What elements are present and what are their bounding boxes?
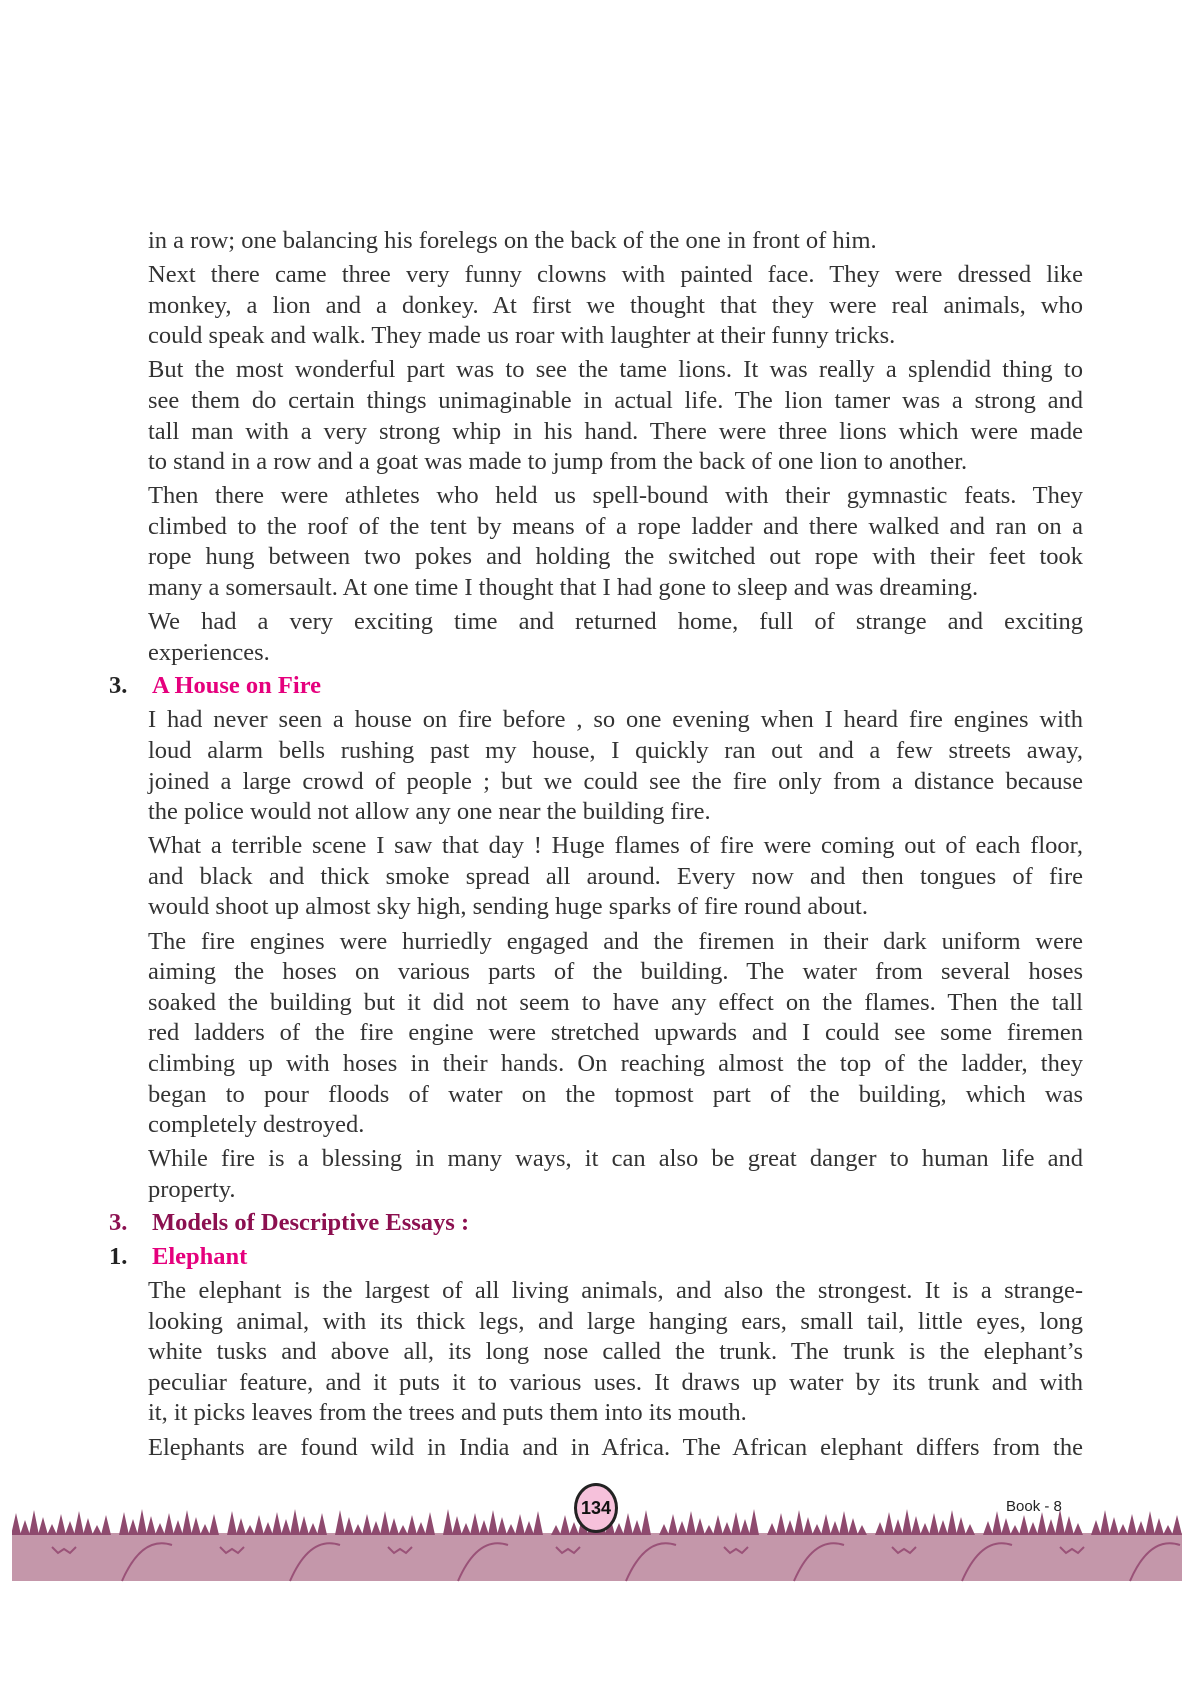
tree-icon: [533, 1511, 543, 1535]
tree-icon: [12, 1513, 21, 1535]
heading-number: 3.: [109, 672, 128, 700]
tree-icon: [101, 1515, 111, 1535]
tree-icon: [947, 1510, 957, 1535]
text-line: But the most wonderful part was to see the tame lions. It was really a splendid thing to: [148, 356, 1083, 384]
text-line: Next there came three very funny clowns with painted face. They were dressed like: [148, 261, 1083, 289]
tree-icon: [560, 1515, 570, 1535]
tree-icon: [317, 1513, 327, 1535]
tree-icon: [749, 1509, 759, 1535]
heading-title: A House on Fire: [152, 672, 322, 700]
tree-icon: [227, 1511, 237, 1535]
page-body: [109, 226, 1083, 1463]
text-line: While fire is a blessing in many ways, it can also be great danger to human life and: [148, 1145, 1083, 1173]
text-line: loud alarm bells rushing past my house, I quickly ran out and a few streets away,: [148, 737, 1083, 764]
tree-icon: [263, 1522, 273, 1535]
tree-icon: [146, 1516, 156, 1535]
text-line: The fire engines were hurriedly engaged and the firemen in their dark uniform were: [148, 927, 1083, 955]
tree-icon: [65, 1521, 75, 1535]
text-line: to stand in a row and a goat was made to jump from the back of one lion to another.: [148, 448, 968, 476]
page-number-badge: 134: [574, 1483, 618, 1533]
tree-icon: [236, 1518, 246, 1535]
tree-icon: [281, 1519, 291, 1535]
text-line: would shoot up almost sky high, sending huge sparks of fire round about.: [148, 893, 868, 921]
tree-icon: [920, 1523, 930, 1535]
tree-icon: [1091, 1520, 1101, 1535]
text-line: and black and thick smoke spread all around. Every now and then tongues of fire: [148, 862, 1083, 890]
tree-icon: [659, 1524, 669, 1535]
tree-icon: [83, 1518, 93, 1535]
tree-icon: [1145, 1511, 1155, 1535]
text-line: The elephant is the largest of all living animals, and also the strongest. It is a strange-: [148, 1277, 1083, 1305]
tree-icon: [20, 1520, 30, 1535]
tree-icon: [686, 1511, 696, 1535]
tree-icon: [794, 1510, 804, 1535]
tree-icon: [119, 1512, 129, 1535]
tree-icon: [551, 1525, 561, 1535]
text-line: experiences.: [148, 638, 270, 666]
tree-icon: [740, 1519, 750, 1535]
text-line: Elephants are found wild in India and in Africa. The African elephant differs from the: [148, 1433, 1083, 1461]
text-line: I had never seen a house on fire before , so one evening when I heard fire engines with: [148, 706, 1083, 734]
tree-icon: [776, 1513, 786, 1535]
text-line: Then there were athletes who held us spell-bound with their gymnastic feats. They: [148, 482, 1083, 510]
tree-icon: [245, 1525, 255, 1535]
tree-icon: [272, 1512, 282, 1535]
tree-icon: [983, 1521, 993, 1535]
heading-title: Elephant: [152, 1243, 248, 1270]
tree-icon: [767, 1523, 777, 1535]
text-line: looking animal, with its thick legs, and large hanging ears, small tail, little eyes, long: [148, 1307, 1083, 1335]
tree-icon: [902, 1509, 912, 1535]
tree-icon: [911, 1516, 921, 1535]
heading-number: 1.: [109, 1243, 128, 1270]
paragraph: [148, 831, 1083, 923]
text-line: see them do certain things unimaginable in actual life. The lion tamer was a strong and: [148, 386, 1083, 414]
tree-icon: [830, 1521, 840, 1535]
heading-title: Models of Descriptive Essays :: [152, 1209, 470, 1237]
heading-number: 3.: [109, 1209, 128, 1237]
text-line: climbed to the roof of the tent by means of a rope ladder and there walked and ran on a: [148, 512, 1083, 540]
tree-icon: [137, 1509, 147, 1535]
tree-icon: [353, 1524, 363, 1535]
tree-icon: [821, 1514, 831, 1535]
tree-icon: [56, 1514, 66, 1535]
tree-icon: [479, 1520, 489, 1535]
text-line: peculiar feature, and it puts it to various uses. It draws up water by its trunk and with: [148, 1368, 1083, 1396]
tree-icon: [173, 1520, 183, 1535]
tree-icon: [335, 1510, 345, 1535]
tree-icon: [614, 1523, 624, 1535]
tree-icon: [1172, 1515, 1182, 1535]
paragraph: [148, 481, 1083, 603]
paragraph: [148, 927, 1083, 1141]
tree-icon: [308, 1523, 318, 1535]
tree-icon: [1163, 1525, 1173, 1535]
text-line: joined a large crowd of people ; but we could see the fire only from a distance because: [148, 767, 1083, 795]
paragraph: [148, 355, 1083, 477]
tree-icon: [254, 1515, 264, 1535]
text-line: began to pour floods of water on the topmost part of the building, which was: [148, 1080, 1083, 1108]
text-line: the police would not allow any one near the building fire.: [148, 798, 711, 826]
tree-icon: [362, 1514, 372, 1535]
text-line: climbing up with hoses in their hands. On reaching almost the top of the ladder, they: [148, 1049, 1083, 1077]
tree-icon: [290, 1509, 300, 1535]
tree-icon: [38, 1517, 48, 1535]
tree-icon: [731, 1512, 741, 1535]
tree-icon: [299, 1516, 309, 1535]
tree-icon: [1109, 1517, 1119, 1535]
tree-icon: [92, 1525, 102, 1535]
paragraph: [148, 705, 1083, 827]
tree-icon: [929, 1513, 939, 1535]
tree-icon: [1010, 1525, 1020, 1535]
tree-icon: [1064, 1516, 1074, 1535]
tree-icon: [200, 1524, 210, 1535]
tree-icon: [524, 1521, 534, 1535]
tree-icon: [812, 1524, 822, 1535]
paragraph: [148, 1276, 1083, 1429]
tree-icon: [1100, 1510, 1110, 1535]
tree-icon: [1046, 1519, 1056, 1535]
tree-icon: [74, 1511, 84, 1535]
text-line: completely destroyed.: [148, 1111, 365, 1139]
tree-icon: [1001, 1518, 1011, 1535]
tree-icon: [839, 1511, 849, 1535]
tree-icon: [1154, 1518, 1164, 1535]
text-line: white tusks and above all, its long nose called the trunk. The trunk is the elephant’s: [148, 1338, 1083, 1366]
paragraph: [148, 260, 1083, 352]
tree-icon: [1118, 1524, 1128, 1535]
section-heading: [109, 671, 1083, 702]
tree-icon: [191, 1517, 201, 1535]
tree-icon: [461, 1523, 471, 1535]
paragraph: [148, 1433, 1083, 1464]
tree-icon: [128, 1519, 138, 1535]
tree-icon: [1136, 1521, 1146, 1535]
paragraph: [148, 226, 1083, 257]
tree-icon: [164, 1513, 174, 1535]
tree-icon: [848, 1518, 858, 1535]
tree-icon: [677, 1521, 687, 1535]
tree-icon: [992, 1511, 1002, 1535]
tree-icon: [857, 1525, 867, 1535]
tree-icon: [47, 1524, 57, 1535]
tree-icon: [506, 1524, 516, 1535]
text-line: We had a very exciting time and returned home, full of strange and exciting: [148, 608, 1083, 636]
tree-icon: [623, 1513, 633, 1535]
section-heading: [109, 1208, 1083, 1239]
text-line: in a row; one balancing his forelegs on the back of the one in front of him.: [148, 227, 877, 254]
tree-icon: [497, 1517, 507, 1535]
tree-icon: [713, 1515, 723, 1535]
section-heading: [109, 1242, 1083, 1273]
tree-icon: [632, 1520, 642, 1535]
tree-icon: [344, 1517, 354, 1535]
tree-icon: [425, 1512, 435, 1535]
tree-icon: [641, 1510, 651, 1535]
tree-icon: [668, 1514, 678, 1535]
tree-icon: [1037, 1512, 1047, 1535]
tree-icon: [704, 1525, 714, 1535]
tree-icon: [407, 1515, 417, 1535]
text-line: rope hung between two pokes and holding the switched out rope with their feet took: [148, 543, 1083, 571]
tree-icon: [398, 1525, 408, 1535]
tree-icon: [389, 1518, 399, 1535]
tree-icon: [785, 1520, 795, 1535]
text-line: tall man with a very strong whip in his hand. There were three lions which were made: [148, 417, 1083, 445]
tree-icon: [416, 1522, 426, 1535]
paragraph: [148, 607, 1083, 668]
tree-icon: [29, 1510, 39, 1535]
tree-icon: [155, 1523, 165, 1535]
text-line: many a somersault. At one time I thought that I had gone to sleep and was dreaming.: [148, 574, 979, 602]
tree-icon: [569, 1522, 579, 1535]
tree-icon: [803, 1517, 813, 1535]
tree-icon: [1127, 1514, 1137, 1535]
tree-icon: [452, 1516, 462, 1535]
tree-icon: [875, 1522, 885, 1535]
text-line: property.: [148, 1175, 236, 1203]
tree-icon: [488, 1510, 498, 1535]
tree-icon: [371, 1521, 381, 1535]
tree-icon: [893, 1519, 903, 1535]
tree-icon: [965, 1524, 975, 1535]
text-line: it, it picks leaves from the trees and puts them into its mouth.: [148, 1399, 747, 1427]
text-line: What a terrible scene I saw that day ! Huge flames of fire were coming out of each floor,: [148, 832, 1083, 860]
tree-icon: [1019, 1515, 1029, 1535]
text-line: could speak and walk. They made us roar with laughter at their funny tricks.: [148, 322, 896, 350]
book-label: Book - 8: [1006, 1498, 1062, 1515]
tree-icon: [182, 1510, 192, 1535]
tree-icon: [956, 1517, 966, 1535]
tree-icon: [443, 1509, 453, 1535]
tree-icon: [1073, 1523, 1083, 1535]
tree-icon: [515, 1514, 525, 1535]
tree-icon: [884, 1512, 894, 1535]
tree-icon: [938, 1520, 948, 1535]
text-line: monkey, a lion and a donkey. At first we thought that they were real animals, who: [148, 291, 1083, 319]
tree-icon: [470, 1513, 480, 1535]
tree-icon: [1028, 1522, 1038, 1535]
text-line: red ladders of the fire engine were stretched upwards and I could see some firemen: [148, 1019, 1083, 1047]
paragraph: [148, 1144, 1083, 1205]
tree-icon: [209, 1514, 219, 1535]
text-line: soaked the building but it did not seem to have any effect on the flames. Then the tall: [148, 988, 1083, 1016]
text-line: aiming the hoses on various parts of the building. The water from several hoses: [148, 958, 1083, 986]
tree-icon: [695, 1518, 705, 1535]
tree-icon: [722, 1522, 732, 1535]
tree-icon: [380, 1511, 390, 1535]
